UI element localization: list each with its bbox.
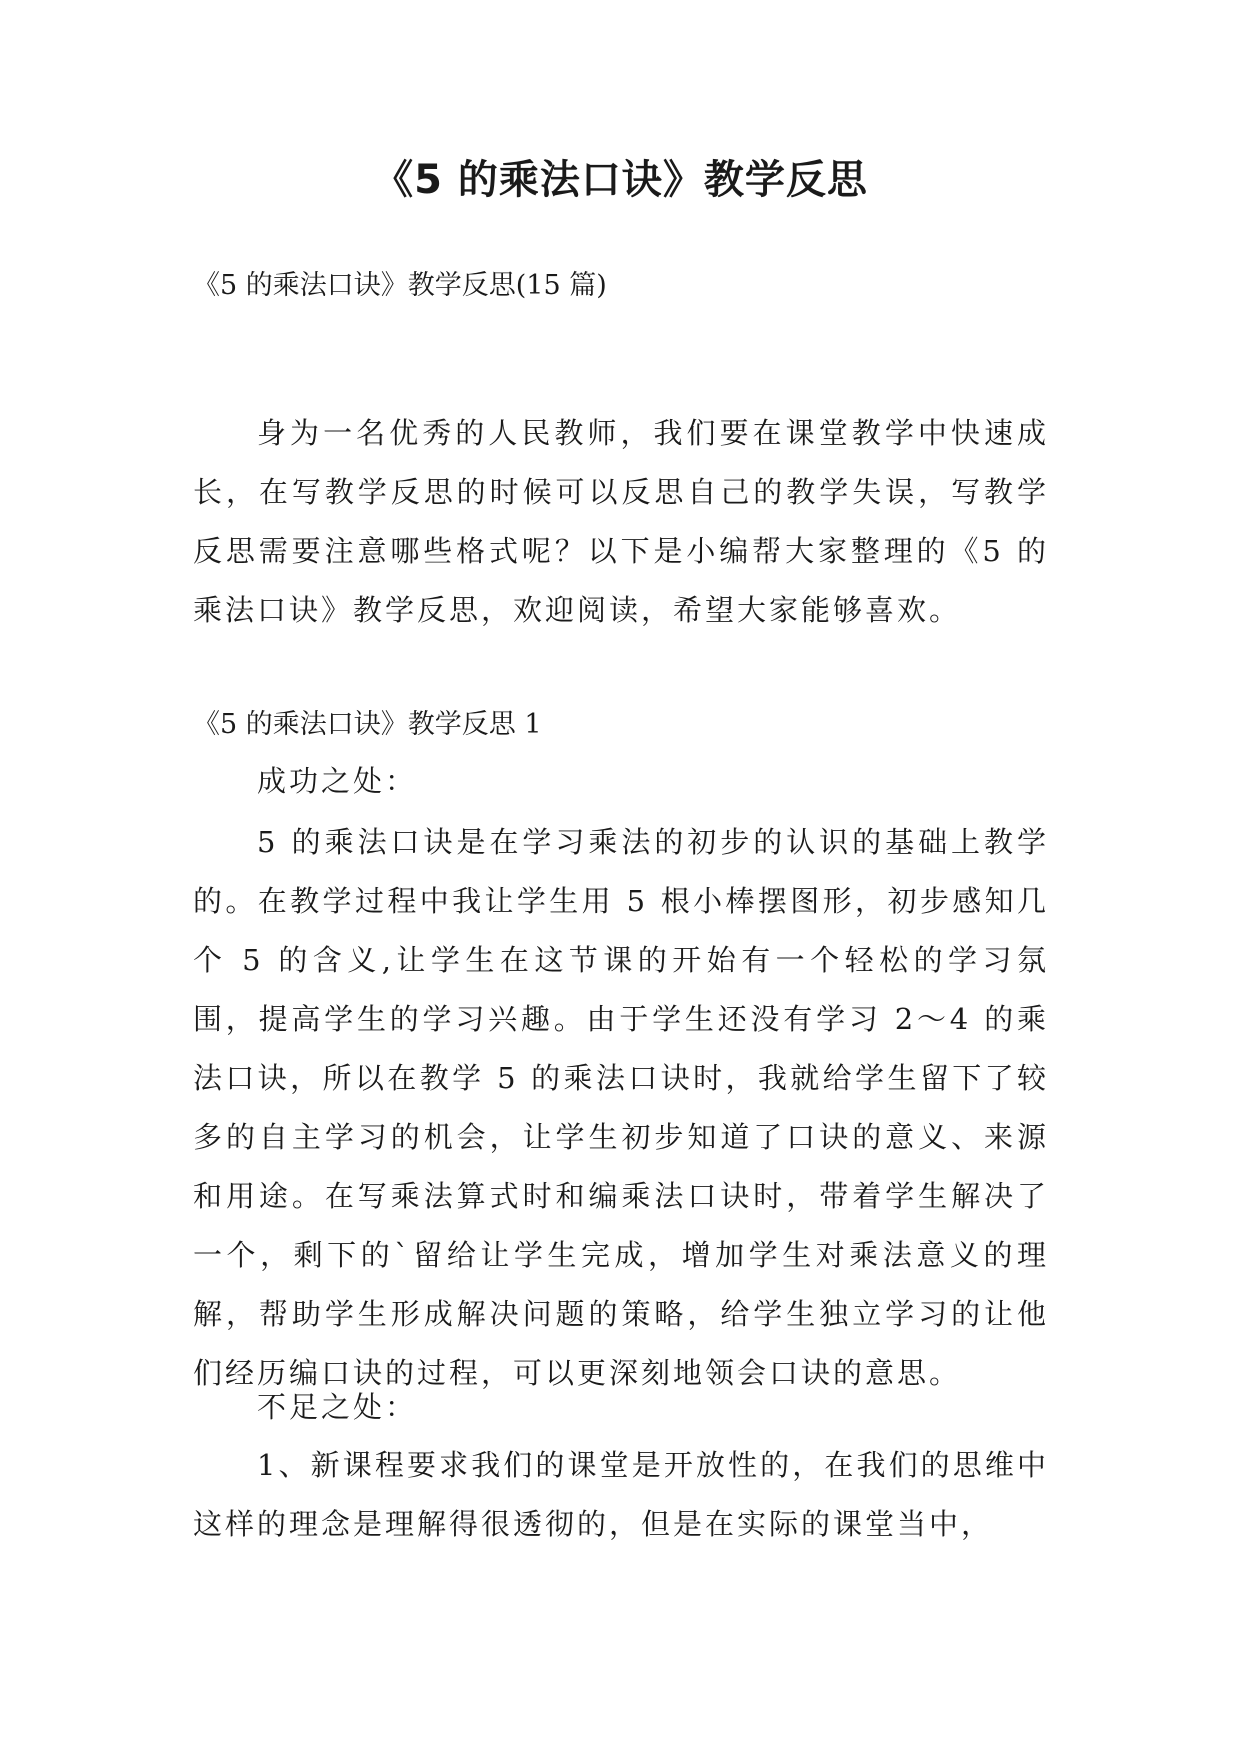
- intro-paragraph: 身为一名优秀的人民教师，我们要在课堂教学中快速成长，在写教学反思的时候可以反思自己的教学失误，写教学反思需要注意哪些格式呢？以下是小编帮大家整理的《5 的乘法口诀》教学反思，欢迎阅读，希望大家能够喜欢。: [193, 416, 1049, 627]
- success-label: 成功之处：: [257, 764, 418, 798]
- success-paragraph: 5 的乘法口诀是在学习乘法的初步的认识的基础上教学的。在教学过程中我让学生用 5 根小棒摆图形，初步感知几个 5 的含义,让学生在这节课的开始有一个轻松的学习氛围，提高学生的学习兴趣。由于学生还没有学习 2～4 的乘法口诀，所以在教学 5 的乘法口诀时，我就给学生留下了较多的自主学习的机会，让学生初步知道了口诀的意义、来源和用途。在写乘法算式时和编乘法口诀时，带着学生解决了一个，剩下的`留给让学生完成，增加学生对乘法意义的理解，帮助学生形成解决问题的策略，给学生独立学习的让他们经历编口诀的过程，可以更深刻地领会口诀的意思。: [193, 825, 1049, 1390]
- shortcoming-label: 不足之处：: [257, 1390, 418, 1424]
- section-heading: 《5 的乘法口诀》教学反思 1: [193, 709, 542, 740]
- shortcoming-paragraph: 1、新课程要求我们的课堂是开放性的，在我们的思维中这样的理念是理解得很透彻的，但是在实际的课堂当中，: [193, 1448, 1049, 1541]
- document-subtitle: 《5 的乘法口诀》教学反思(15 篇): [193, 270, 607, 301]
- document-title: 《5 的乘法口诀》教学反思: [373, 157, 868, 203]
